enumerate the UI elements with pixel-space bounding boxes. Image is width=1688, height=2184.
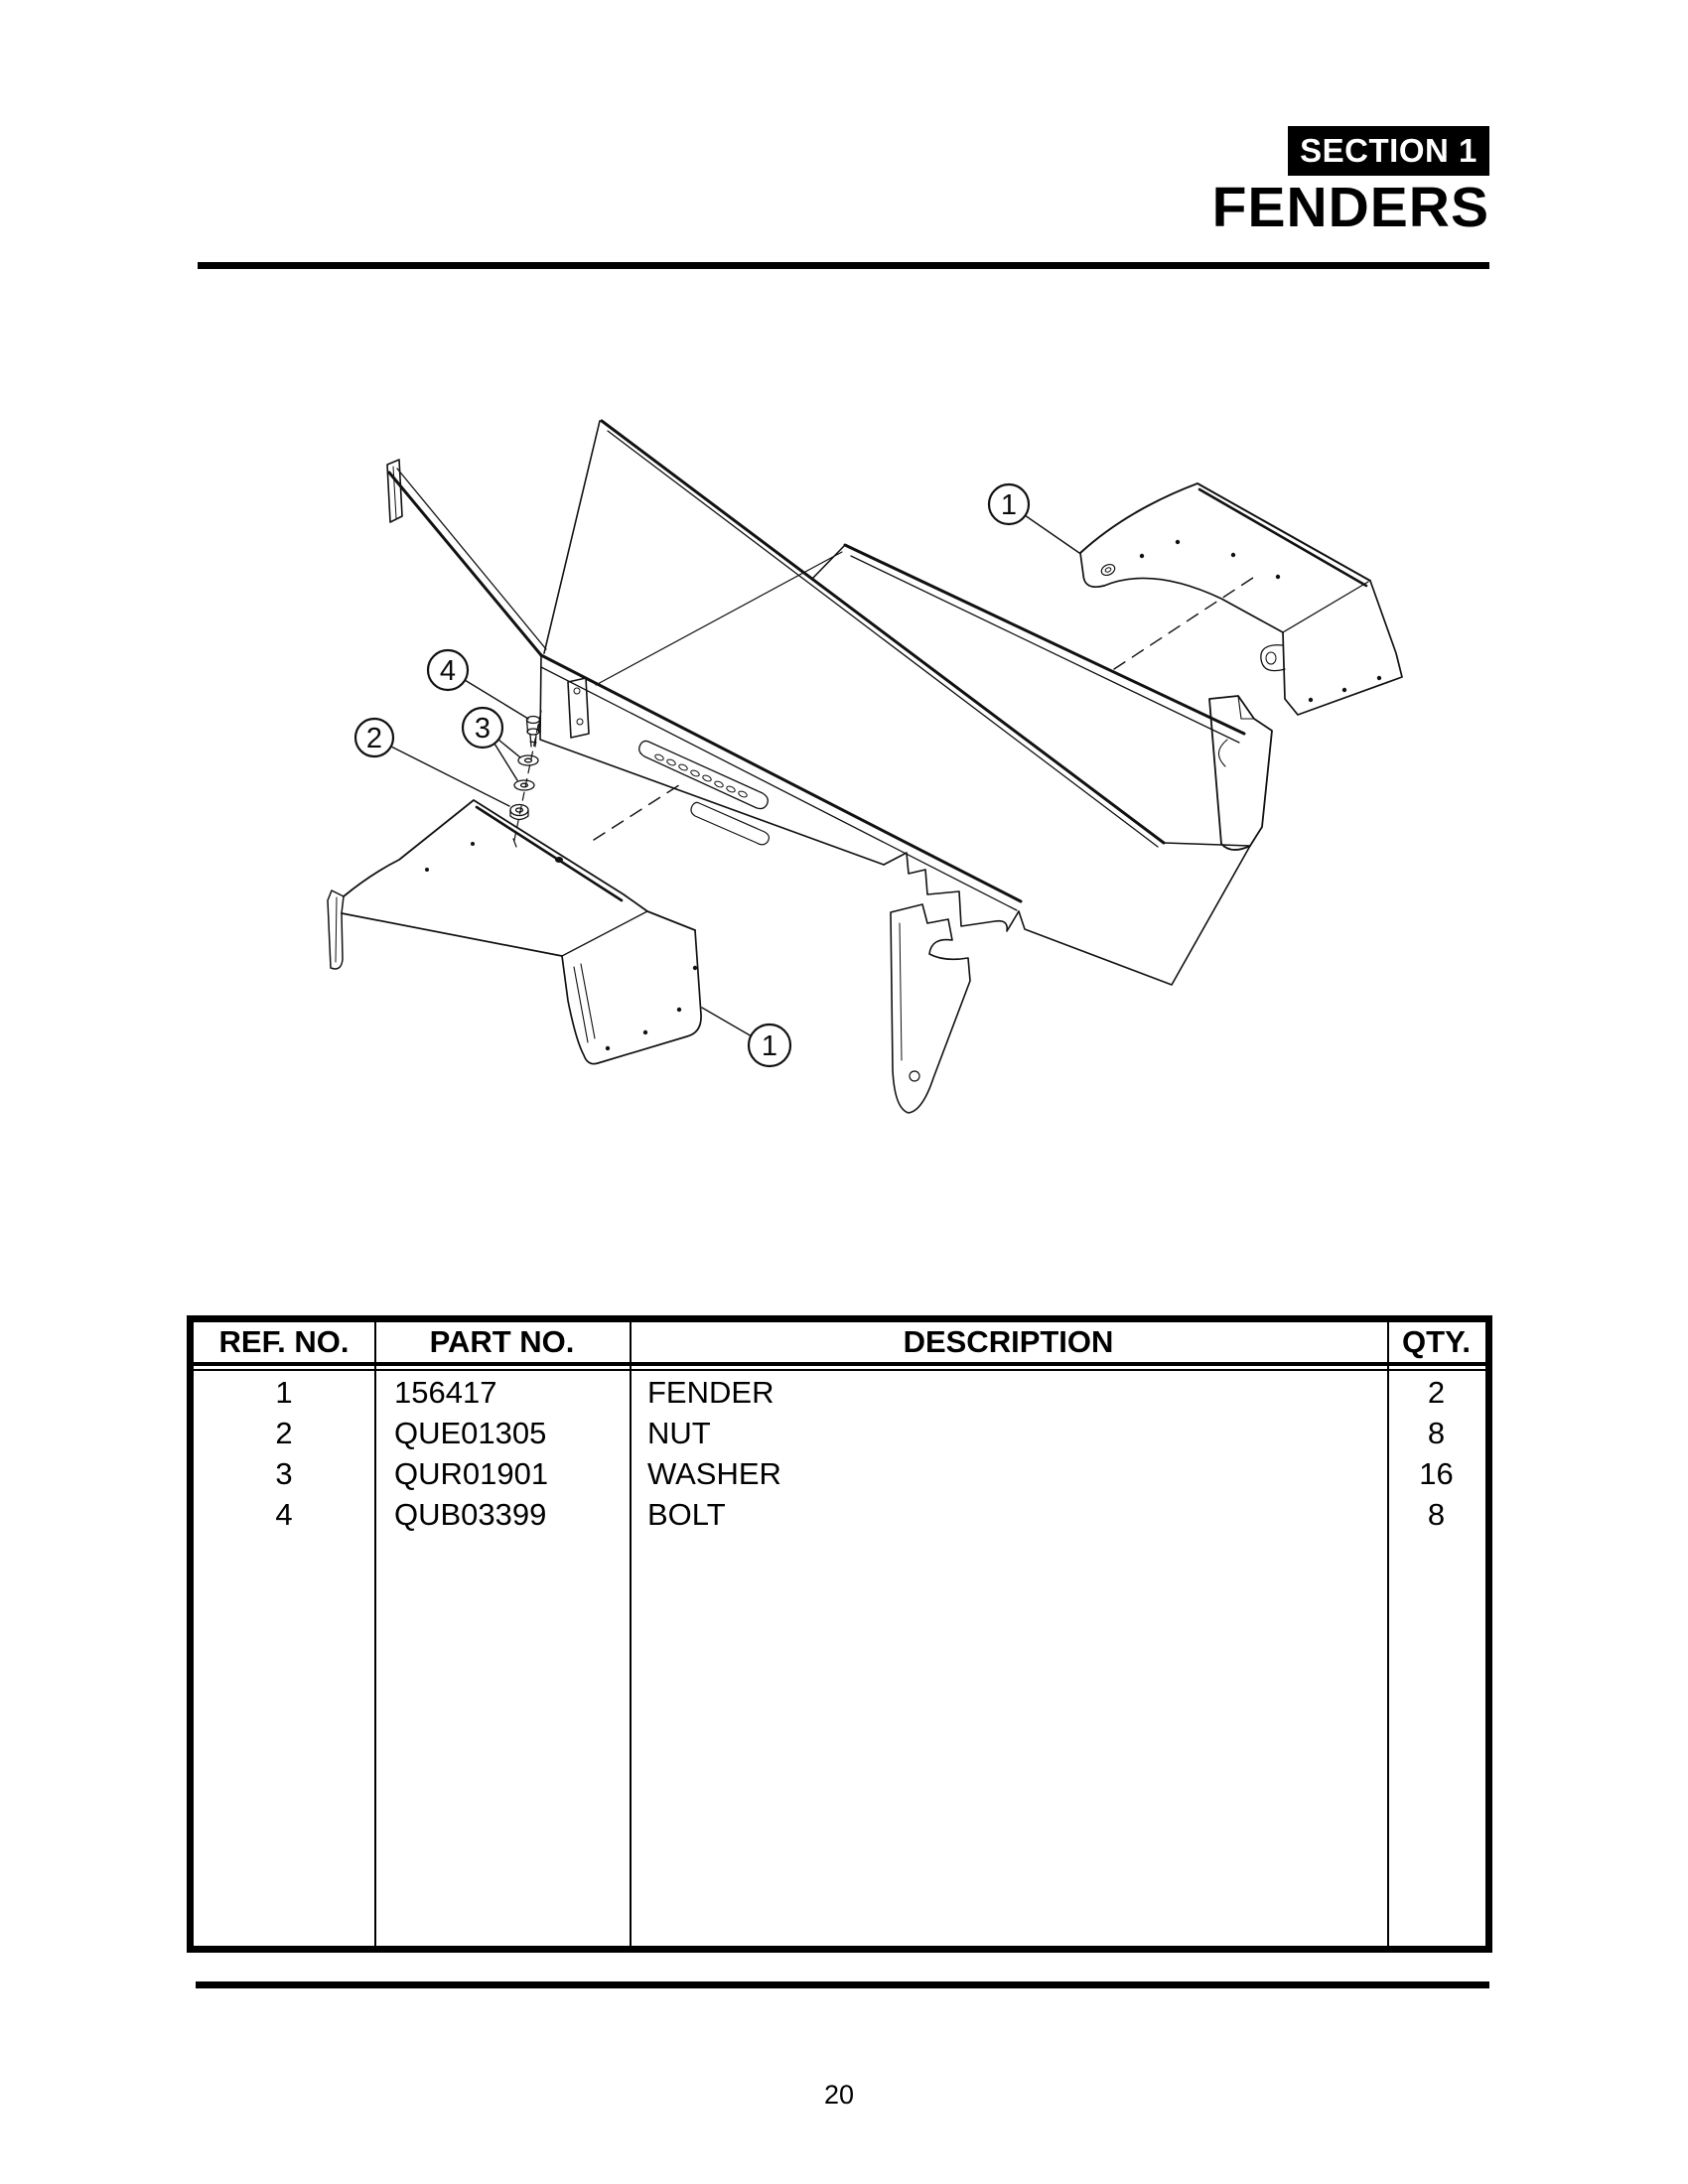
table-row bbox=[194, 1413, 1485, 1453]
header-rule-thin bbox=[194, 1369, 1485, 1371]
cell-description: NUT bbox=[647, 1416, 711, 1450]
table-row bbox=[194, 1494, 1485, 1535]
col-header-part-no: PART NO. bbox=[429, 1324, 575, 1359]
table-row bbox=[194, 1372, 1485, 1413]
callout-3 bbox=[463, 708, 502, 748]
cell-description: BOLT bbox=[647, 1497, 726, 1532]
callout-1-bottom-label: 1 bbox=[761, 1030, 778, 1062]
header-rule-thick bbox=[194, 1362, 1485, 1366]
cell-qty: 16 bbox=[1419, 1456, 1454, 1491]
cell-ref-no: 4 bbox=[275, 1497, 293, 1532]
washer-part-lower bbox=[514, 780, 534, 790]
callout-1-bottom bbox=[749, 1024, 790, 1066]
hardware-stack bbox=[510, 717, 540, 820]
callout-2-label: 2 bbox=[365, 723, 383, 754]
cell-ref-no: 2 bbox=[275, 1416, 293, 1450]
page-number: 20 bbox=[823, 2080, 855, 2110]
col-header-description: DESCRIPTION bbox=[903, 1324, 1114, 1359]
callouts bbox=[355, 484, 1029, 1066]
col-header-ref-no: REF. NO. bbox=[218, 1324, 350, 1359]
callout-1-top bbox=[989, 484, 1029, 524]
page-title: FENDERS bbox=[1211, 176, 1489, 239]
cell-ref-no: 3 bbox=[275, 1456, 293, 1491]
cell-part-no: QUB03399 bbox=[394, 1497, 547, 1532]
callout-2 bbox=[355, 719, 393, 756]
cell-part-no: QUR01901 bbox=[394, 1456, 549, 1491]
cell-qty: 8 bbox=[1427, 1497, 1446, 1532]
chassis-deck bbox=[387, 421, 1272, 1113]
callout-1-top-label: 1 bbox=[1000, 489, 1018, 521]
callout-4-label: 4 bbox=[439, 655, 457, 687]
nut-part bbox=[510, 805, 528, 820]
leader-lines bbox=[391, 515, 1079, 1036]
section-badge: SECTION 1 bbox=[1288, 126, 1489, 176]
callout-3-label: 3 bbox=[474, 713, 492, 745]
cell-part-no: 156417 bbox=[394, 1375, 497, 1410]
cell-description: FENDER bbox=[647, 1375, 774, 1410]
footer-rule bbox=[196, 1981, 1489, 1988]
cell-qty: 8 bbox=[1427, 1416, 1446, 1450]
cell-part-no: QUE01305 bbox=[394, 1416, 547, 1450]
table-row bbox=[194, 1453, 1485, 1494]
washer-part-upper bbox=[518, 755, 538, 765]
cell-qty: 2 bbox=[1427, 1375, 1446, 1410]
bolt-part bbox=[527, 717, 540, 748]
cell-description: WASHER bbox=[647, 1456, 781, 1491]
cell-ref-no: 1 bbox=[275, 1375, 293, 1410]
parts-table bbox=[187, 1315, 1492, 1953]
col-header-qty: QTY. bbox=[1402, 1324, 1471, 1359]
callout-4 bbox=[428, 650, 468, 690]
